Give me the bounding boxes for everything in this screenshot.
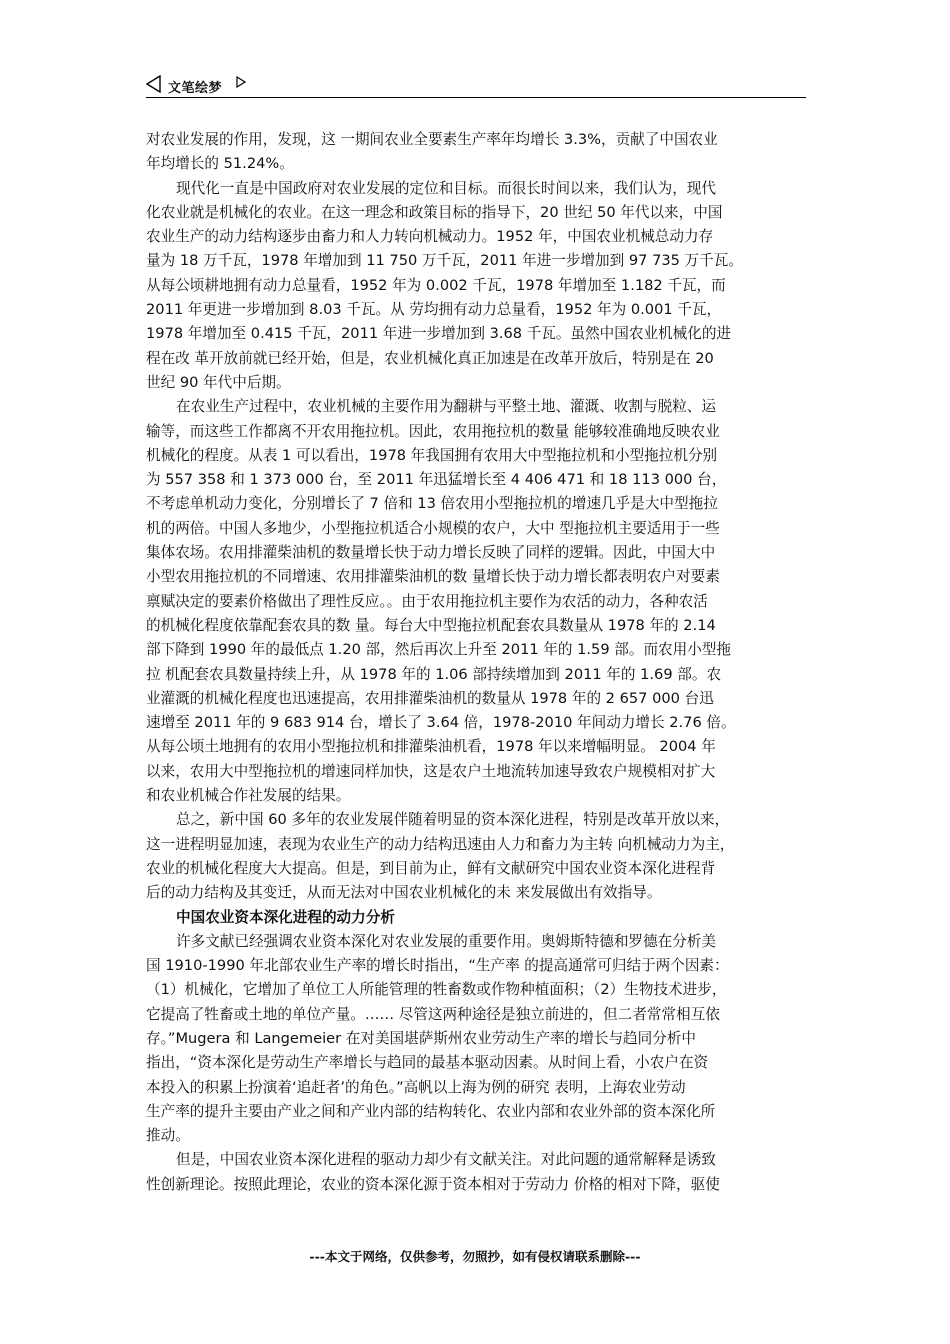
text-line: 存。”Mugera 和 Langemeier 在对美国堪萨斯州农业劳动生产率的增长与趋同分析中 <box>146 1029 697 1047</box>
text-line: 从每公顷土地拥有的农用小型拖拉机和排灌柴油机看，1978 年以来增幅明显。 2004 年 <box>146 738 716 756</box>
left-triangle-icon <box>146 75 162 93</box>
text-line: 小型农用拖拉机的不同增速、农用排灌柴油机的数 量增长快于动力增长都表明农户对要素 <box>146 568 720 586</box>
text-line: 禀赋决定的要素价格做出了理性反应。。由于农用拖拉机主要作为农活的动力，各种农活 <box>146 592 708 610</box>
text-line: 本投入的积累上扮演着‘追赶者’的角色。”高帆以上海为例的研究 表明，上海农业劳动 <box>146 1078 686 1096</box>
text-line: 拉 机配套农具数量持续上升，从 1978 年的 1.06 部持续增加到 2011 年的 1.69 部。农 <box>146 665 722 683</box>
text-line: 的机械化程度依靠配套农具的数 量。每台大中型拖拉机配套农具数量从 1978 年的 2.14 <box>146 616 716 634</box>
text-line: 在农业生产过程中，农业机械的主要作用为翻耕与平整土地、灌溉、收割与脱粒、运 <box>176 398 716 416</box>
text-line: 业灌溉的机械化程度也迅速提高，农用排灌柴油机的数量从 1978 年的 2 657 000 台迅 <box>146 689 714 707</box>
text-line: 和农业机械合作社发展的结果。 <box>146 787 351 805</box>
text-line: 现代化一直是中国政府对农业发展的定位和目标。而很长时间以来，我们认为，现代 <box>176 179 716 197</box>
header-rule <box>146 97 806 98</box>
header-title: 文笔绘梦 <box>168 81 223 96</box>
text-line: 性创新理论。按照此理论，农业的资本深化源于资本相对于劳动力 价格的相对下降，驱使 <box>146 1175 720 1193</box>
section-heading: 中国农业资本深化进程的动力分析 <box>176 908 395 926</box>
text-line: 许多文献已经强调农业资本深化对农业发展的重要作用。奥姆斯特德和罗德在分析美 <box>176 932 716 950</box>
text-line: 部下降到 1990 年的最低点 1.20 部，然后再次上升至 2011 年的 1.59 部。而农用小型拖 <box>146 641 732 659</box>
text-line: 集体农场。农用排灌柴油机的数量增长快于动力增长反映了同样的逻辑。因此，中国大中 <box>146 544 716 562</box>
page-header <box>146 70 806 98</box>
text-line: 推动。 <box>146 1127 190 1145</box>
text-line: 2011 年更进一步增加到 8.03 千瓦。从 劳均拥有动力总量看，1952 年为 0.001 千瓦， <box>146 301 722 319</box>
text-line: 量为 18 万千瓦，1978 年增加到 11 750 万千瓦，2011 年进一步增加到 97 735 万千瓦。 <box>146 252 743 270</box>
text-line: 速增至 2011 年的 9 683 914 台，增长了 3.64 倍，1978-2010 年间动力增长 2.76 倍。 <box>146 714 736 732</box>
text-line: 国 1910-1990 年北部农业生产率的增长时指出，“生产率 的提高通常可归结于两个因素： <box>146 957 729 975</box>
text-line: 程在改 革开放前就已经开始，但是，农业机械化真正加速是在改革开放后，特别是在 20 <box>146 349 714 367</box>
right-triangle-icon <box>236 76 246 88</box>
text-line: 从每公顷耕地拥有动力总量看，1952 年为 0.002 千瓦，1978 年增加至 1.182 千瓦，而 <box>146 276 726 294</box>
page-footer: ---本文于网络，仅供参考，勿照抄，如有侵权请联系删除--- <box>309 1249 641 1264</box>
text-line: 年均增长的 51.24%。 <box>146 155 294 173</box>
text-line: 不考虑单机动力变化，分别增长了 7 倍和 13 倍农用小型拖拉机的增速几乎是大中型拖拉 <box>146 495 718 513</box>
text-line: 为 557 358 和 1 373 000 台，至 2011 年迅猛增长至 4 406 471 和 18 113 000 台， <box>146 471 727 489</box>
text-line: 1978 年增加至 0.415 千瓦，2011 年进一步增加到 3.68 千瓦。虽然中国农业机械化的进 <box>146 325 732 343</box>
text-line: 后的动力结构及其变迁，从而无法对中国农业机械化的未 来发展做出有效指导。 <box>146 884 662 902</box>
text-line: 世纪 90 年代中后期。 <box>146 373 291 391</box>
document-body <box>146 128 816 1197</box>
text-line: （1）机械化，它增加了单位工人所能管理的牲畜数或作物种植面积；（2）生物技术进步， <box>146 981 727 999</box>
text-line: 机的两倍。中国人多地少，小型拖拉机适合小规模的农户，大中 型拖拉机主要适用于一些 <box>146 519 720 537</box>
text-line: 总之，新中国 60 多年的农业发展伴随着明显的资本深化进程，特别是改革开放以来， <box>176 811 730 829</box>
text-line: 生产率的提升主要由产业之间和产业内部的结构转化、农业内部和农业外部的资本深化所 <box>146 1102 716 1120</box>
text-line: 以来，农用大中型拖拉机的增速同样加快，这是农户土地流转加速导致农户规模相对扩大 <box>146 762 716 780</box>
text-line: 机械化的程度。从表 1 可以看出，1978 年我国拥有农用大中型拖拉机和小型拖拉机分别 <box>146 446 718 464</box>
text-line: 输等，而这些工作都离不开农用拖拉机。因此，农用拖拉机的数量 能够较准确地反映农业 <box>146 422 720 440</box>
text-line: 农业的机械化程度大大提高。但是，到目前为止，鲜有文献研究中国农业资本深化进程背 <box>146 859 716 877</box>
text-line: 指出，“资本深化是劳动生产率增长与趋同的最基本驱动因素。从时间上看，小农户在资 <box>146 1054 709 1072</box>
text-line: 但是，中国农业资本深化进程的驱动力却少有文献关注。对此问题的通常解释是诱致 <box>176 1151 716 1169</box>
text-line: 对农业发展的作用，发现，这 一期间农业全要素生产率年均增长 3.3%，贡献了中国农业 <box>146 131 718 148</box>
text-line: 这一进程明显加速，表现为农业生产的动力结构迅速由人力和畜力为主转 向机械动力为主， <box>146 835 735 853</box>
text-line: 农业生产的动力结构逐步由畜力和人力转向机械动力。1952 年，中国农业机械总动力存 <box>146 228 714 246</box>
text-line: 化农业就是机械化的农业。在这一理念和政策目标的指导下，20 世纪 50 年代以来，中国 <box>146 203 723 221</box>
text-line: 它提高了牲畜或土地的单位产量。…… 尽管这两种途径是独立前进的，但二者常常相互依 <box>146 1005 720 1023</box>
